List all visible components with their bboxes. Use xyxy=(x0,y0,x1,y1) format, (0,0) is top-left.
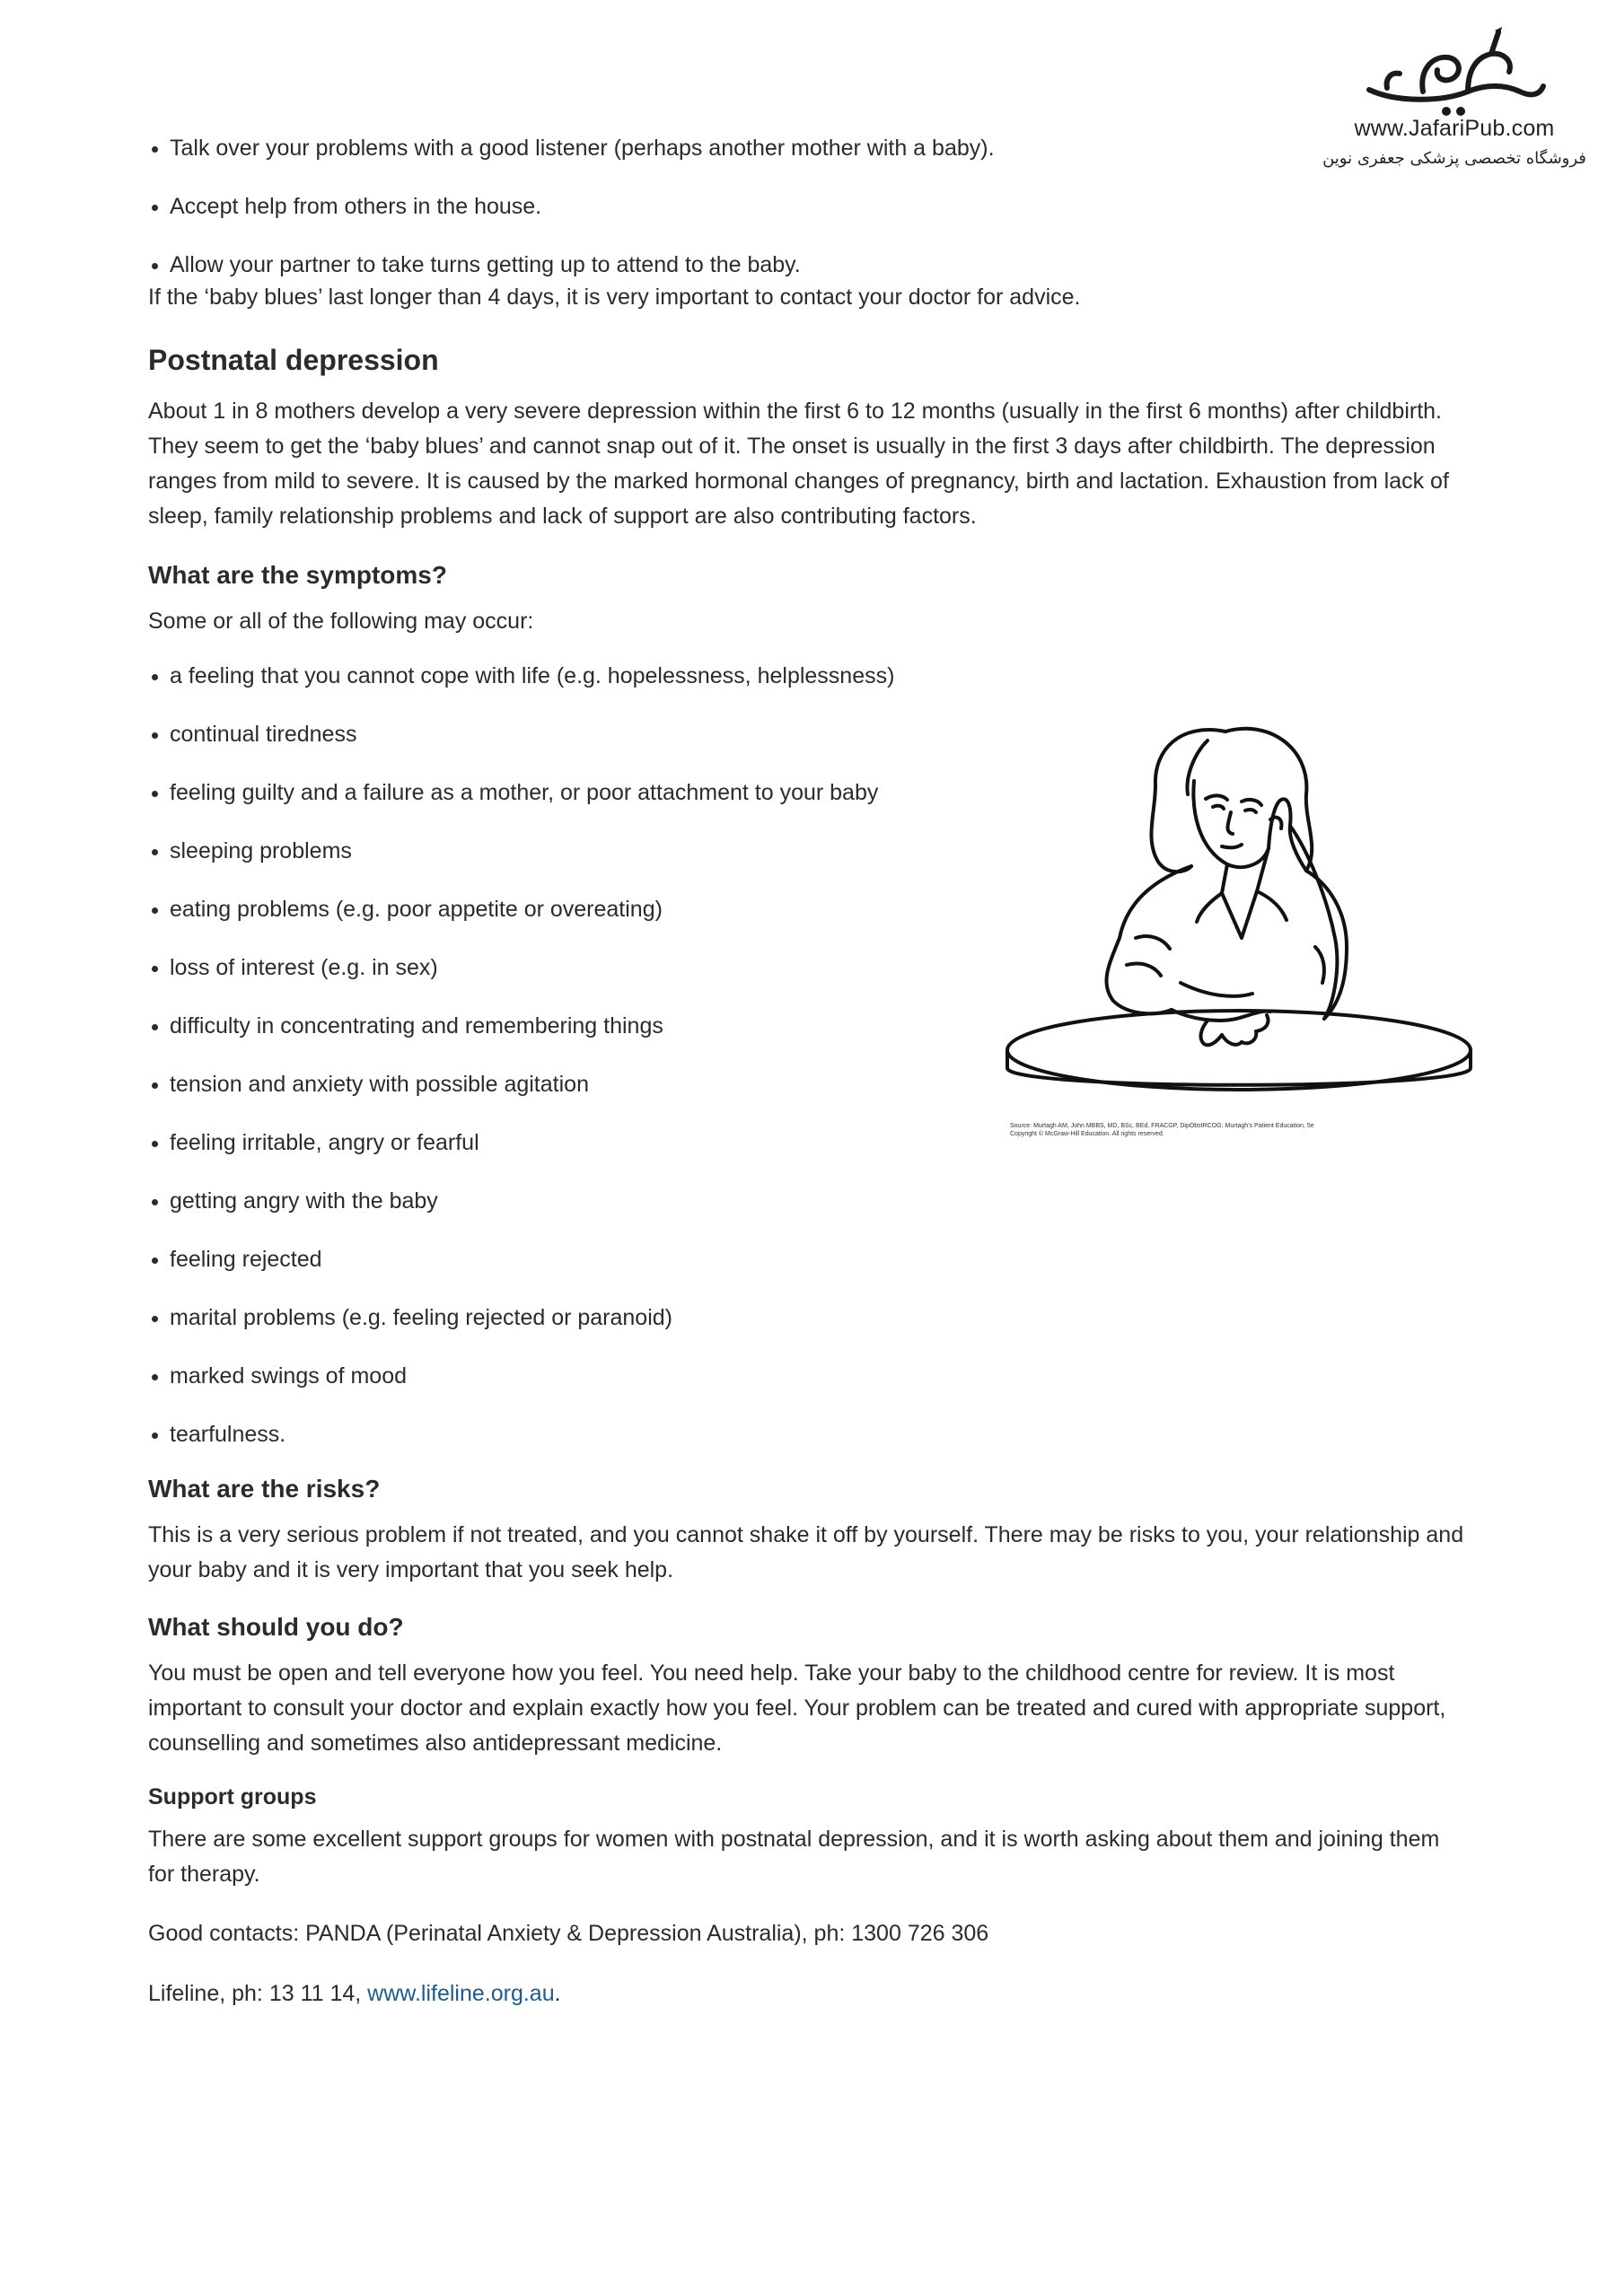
list-item: marital problems (e.g. feeling rejected or paranoid) xyxy=(170,1304,1468,1331)
watermark-url: www.JafariPub.com xyxy=(1354,116,1555,141)
list-item: tearfulness. xyxy=(170,1421,1468,1448)
list-item: Talk over your problems with a good listener (perhaps another mother with a baby). xyxy=(170,135,1468,162)
list-item: a feeling that you cannot cope with life (e.g. hopelessness, helplessness) xyxy=(170,662,1468,689)
list-item: continual tiredness xyxy=(170,721,1468,748)
calligraphy-logo-icon xyxy=(1360,25,1549,119)
list-item: Allow your partner to take turns getting up to attend to the baby. xyxy=(170,251,1468,278)
list-item: getting angry with the baby xyxy=(170,1187,1468,1214)
symptoms-intro: Some or all of the following may occur: xyxy=(148,609,534,634)
what-to-do-body: You must be open and tell everyone how you feel. You need help. Take your baby to the childhood centre for review. It is most important to consult your doctor and explain exactly how you feel. Your problem can be treated and cured with appropriate support, counselling and sometimes also antidepressant medicine. xyxy=(148,1661,1446,1756)
illustration-figure xyxy=(1001,714,1477,1144)
support-groups-body: There are some excellent support groups for women with postnatal depression, and it is worth asking about them and joining them for therapy. xyxy=(148,1827,1440,1887)
postnatal-body: About 1 in 8 mothers develop a very severe depression within the first 6 to 12 months (usually in the first 6 months) after childbirth. They seem to get the ‘baby blues’ and cannot snap out of it. The onset is usually in the first 3 days after childbirth. The depression ranges from mild to severe. It is caused by the marked hormonal changes of pregnancy, birth and lactation. Exhaustion from lack of sleep, family relationship problems and lack of support are also contributing factors. xyxy=(148,399,1449,529)
list-item: loss of interest (e.g. in sex) xyxy=(170,954,1468,981)
figure-caption xyxy=(1010,1122,1477,1138)
lifeline-suffix: . xyxy=(554,1981,561,2006)
symptoms-heading: What are the symptoms? xyxy=(148,561,447,589)
list-item: difficulty in concentrating and remembering things xyxy=(170,1012,1468,1039)
baby-blues-note: If the ‘baby blues’ last longer than 4 days, it is very important to contact your doctor for advice. xyxy=(148,285,1081,310)
list-item: feeling guilty and a failure as a mother, or poor attachment to your baby xyxy=(170,779,1468,806)
list-item: sleeping problems xyxy=(170,837,1468,864)
intro-tips-list xyxy=(148,135,1468,278)
risks-body: This is a very serious problem if not treated, and you cannot shake it off by yourself. There may be risks to you, your relationship and your baby and it is very important that you seek help. xyxy=(148,1522,1464,1582)
watermark-subtitle: فروشگاه تخصصی پزشکی جعفری نوین xyxy=(1322,149,1586,168)
worried-woman-illustration xyxy=(1001,714,1477,1117)
what-to-do-heading: What should you do? xyxy=(148,1613,404,1641)
list-item: feeling rejected xyxy=(170,1246,1468,1273)
risks-heading: What are the risks? xyxy=(148,1475,381,1503)
list-item: feeling irritable, angry or fearful xyxy=(170,1129,1468,1156)
contacts-line: Good contacts: PANDA (Perinatal Anxiety & Depression Australia), ph: 1300 726 306 xyxy=(148,1921,989,1946)
list-item: tension and anxiety with possible agitation xyxy=(170,1071,1468,1098)
list-item: marked swings of mood xyxy=(170,1363,1468,1389)
postnatal-heading: Postnatal depression xyxy=(148,344,439,376)
list-item: eating problems (e.g. poor appetite or overeating) xyxy=(170,896,1468,923)
support-groups-heading: Support groups xyxy=(148,1784,317,1810)
caption-source: Source: Murtagh AM, John MBBS, MD, BSc, BEd, FRACGP, DipObstRCOG: Murtagh’s Patient Education, 5e xyxy=(1010,1123,1314,1129)
lifeline-prefix: Lifeline, ph: 13 11 14, xyxy=(148,1981,368,2006)
lifeline-link[interactable]: www.lifeline.org.au xyxy=(367,1981,555,2006)
list-item: Accept help from others in the house. xyxy=(170,193,1468,220)
caption-copyright: Copyright © McGraw-Hill Education. All rights reserved. xyxy=(1010,1131,1164,1137)
lifeline-line xyxy=(148,1976,1468,2011)
